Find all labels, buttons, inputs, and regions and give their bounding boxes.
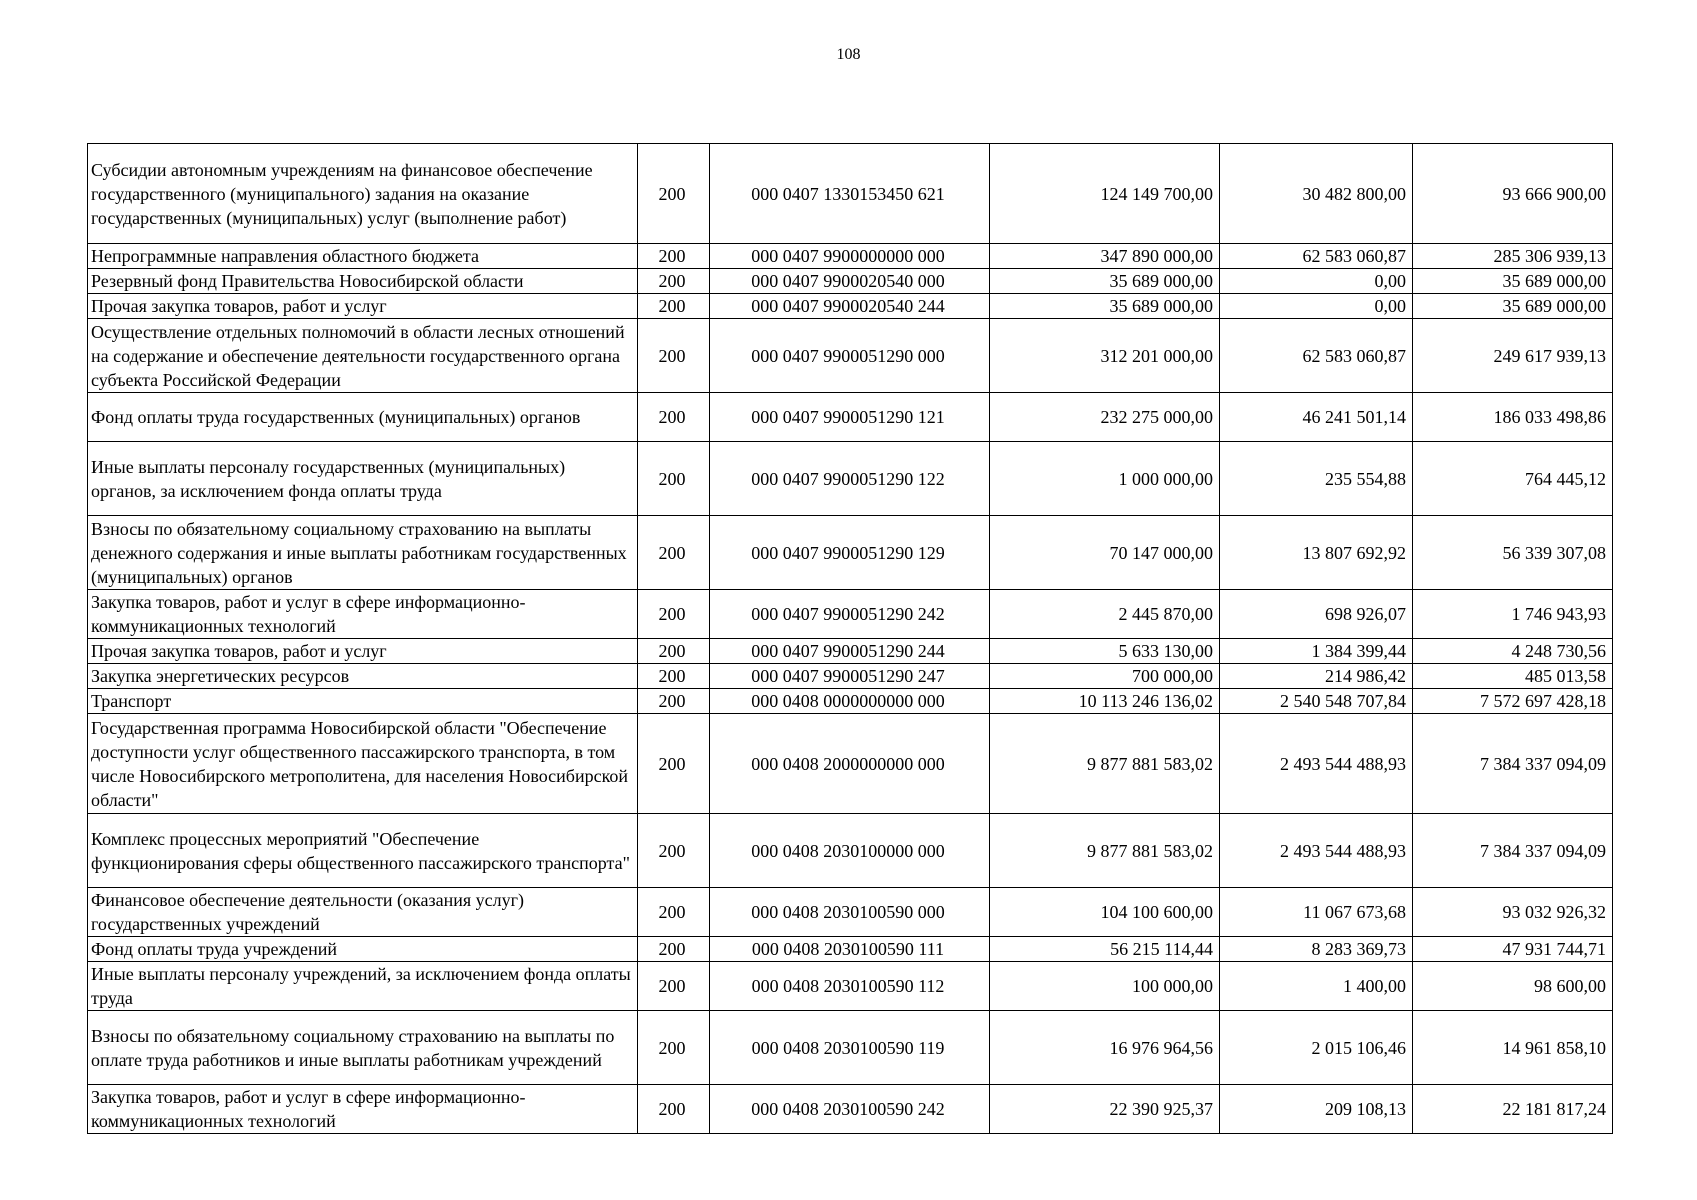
table-row xyxy=(88,937,1613,962)
table-row xyxy=(88,590,1613,639)
row-unexecuted-amount: 98 600,00 xyxy=(1413,962,1613,1011)
row-line-code: 200 xyxy=(638,1011,710,1085)
row-name: Непрограммные направления областного бюджета xyxy=(88,244,638,269)
table-row xyxy=(88,516,1613,590)
table-row xyxy=(88,689,1613,714)
row-name: Прочая закупка товаров, работ и услуг xyxy=(88,294,638,319)
row-budget-classification-code: 000 0407 1330153450 621 xyxy=(710,144,990,244)
row-executed-amount: 62 583 060,87 xyxy=(1220,319,1413,393)
row-line-code: 200 xyxy=(638,689,710,714)
row-budget-classification-code: 000 0407 9900051290 122 xyxy=(710,442,990,516)
row-executed-amount: 30 482 800,00 xyxy=(1220,144,1413,244)
row-unexecuted-amount: 14 961 858,10 xyxy=(1413,1011,1613,1085)
row-unexecuted-amount: 47 931 744,71 xyxy=(1413,937,1613,962)
row-budget-classification-code: 000 0407 9900000000 000 xyxy=(710,244,990,269)
row-name: Резервный фонд Правительства Новосибирской области xyxy=(88,269,638,294)
row-name: Финансовое обеспечение деятельности (оказания услуг) государственных учреждений xyxy=(88,888,638,937)
budget-execution-table xyxy=(87,143,1613,1134)
row-line-code: 200 xyxy=(638,319,710,393)
row-name: Закупка товаров, работ и услуг в сфере информационно-коммуникационных технологий xyxy=(88,1085,638,1134)
row-approved-amount: 35 689 000,00 xyxy=(990,269,1220,294)
row-line-code: 200 xyxy=(638,442,710,516)
row-approved-amount: 22 390 925,37 xyxy=(990,1085,1220,1134)
row-approved-amount: 100 000,00 xyxy=(990,962,1220,1011)
row-executed-amount: 11 067 673,68 xyxy=(1220,888,1413,937)
row-line-code: 200 xyxy=(638,814,710,888)
row-approved-amount: 10 113 246 136,02 xyxy=(990,689,1220,714)
row-unexecuted-amount: 93 666 900,00 xyxy=(1413,144,1613,244)
row-unexecuted-amount: 764 445,12 xyxy=(1413,442,1613,516)
row-approved-amount: 9 877 881 583,02 xyxy=(990,714,1220,814)
row-executed-amount: 2 493 544 488,93 xyxy=(1220,814,1413,888)
row-line-code: 200 xyxy=(638,294,710,319)
page-number: 108 xyxy=(836,46,861,63)
row-approved-amount: 70 147 000,00 xyxy=(990,516,1220,590)
row-unexecuted-amount: 4 248 730,56 xyxy=(1413,639,1613,664)
row-executed-amount: 1 400,00 xyxy=(1220,962,1413,1011)
row-budget-classification-code: 000 0407 9900051290 000 xyxy=(710,319,990,393)
row-approved-amount: 312 201 000,00 xyxy=(990,319,1220,393)
row-unexecuted-amount: 1 746 943,93 xyxy=(1413,590,1613,639)
row-line-code: 200 xyxy=(638,516,710,590)
row-executed-amount: 2 540 548 707,84 xyxy=(1220,689,1413,714)
table-row xyxy=(88,1011,1613,1085)
row-executed-amount: 8 283 369,73 xyxy=(1220,937,1413,962)
row-name: Субсидии автономным учреждениям на финансовое обеспечение государственного (муниципального) задания на оказание государственных (муниципальных) услуг (выполнение работ) xyxy=(88,144,638,244)
row-executed-amount: 698 926,07 xyxy=(1220,590,1413,639)
table-row xyxy=(88,144,1613,244)
row-approved-amount: 2 445 870,00 xyxy=(990,590,1220,639)
row-line-code: 200 xyxy=(638,937,710,962)
row-approved-amount: 104 100 600,00 xyxy=(990,888,1220,937)
table-row xyxy=(88,814,1613,888)
row-budget-classification-code: 000 0408 2000000000 000 xyxy=(710,714,990,814)
row-name: Комплекс процессных мероприятий "Обеспечение функционирования сферы общественного пассажирского транспорта" xyxy=(88,814,638,888)
row-line-code: 200 xyxy=(638,664,710,689)
row-budget-classification-code: 000 0408 2030100590 111 xyxy=(710,937,990,962)
row-name: Взносы по обязательному социальному страхованию на выплаты денежного содержания и иные выплаты работникам государственных (муниципальных) органов xyxy=(88,516,638,590)
row-name: Иные выплаты персоналу государственных (муниципальных) органов, за исключением фонда оплаты труда xyxy=(88,442,638,516)
row-unexecuted-amount: 7 384 337 094,09 xyxy=(1413,714,1613,814)
row-unexecuted-amount: 93 032 926,32 xyxy=(1413,888,1613,937)
row-name: Прочая закупка товаров, работ и услуг xyxy=(88,639,638,664)
row-budget-classification-code: 000 0407 9900020540 244 xyxy=(710,294,990,319)
row-unexecuted-amount: 35 689 000,00 xyxy=(1413,269,1613,294)
row-approved-amount: 16 976 964,56 xyxy=(990,1011,1220,1085)
row-name: Закупка товаров, работ и услуг в сфере информационно-коммуникационных технологий xyxy=(88,590,638,639)
row-name: Закупка энергетических ресурсов xyxy=(88,664,638,689)
row-unexecuted-amount: 186 033 498,86 xyxy=(1413,393,1613,442)
row-line-code: 200 xyxy=(638,590,710,639)
row-budget-classification-code: 000 0408 2030100590 000 xyxy=(710,888,990,937)
row-line-code: 200 xyxy=(638,962,710,1011)
table-row xyxy=(88,714,1613,814)
row-executed-amount: 1 384 399,44 xyxy=(1220,639,1413,664)
row-budget-classification-code: 000 0407 9900051290 242 xyxy=(710,590,990,639)
row-budget-classification-code: 000 0407 9900020540 000 xyxy=(710,269,990,294)
table-row xyxy=(88,393,1613,442)
row-approved-amount: 35 689 000,00 xyxy=(990,294,1220,319)
row-approved-amount: 347 890 000,00 xyxy=(990,244,1220,269)
row-executed-amount: 214 986,42 xyxy=(1220,664,1413,689)
table-row xyxy=(88,319,1613,393)
row-budget-classification-code: 000 0408 2030100590 112 xyxy=(710,962,990,1011)
row-name: Фонд оплаты труда государственных (муниципальных) органов xyxy=(88,393,638,442)
row-executed-amount: 0,00 xyxy=(1220,294,1413,319)
table-row xyxy=(88,269,1613,294)
row-unexecuted-amount: 285 306 939,13 xyxy=(1413,244,1613,269)
row-unexecuted-amount: 7 572 697 428,18 xyxy=(1413,689,1613,714)
row-budget-classification-code: 000 0408 0000000000 000 xyxy=(710,689,990,714)
row-executed-amount: 209 108,13 xyxy=(1220,1085,1413,1134)
row-line-code: 200 xyxy=(638,888,710,937)
table-row xyxy=(88,664,1613,689)
row-unexecuted-amount: 249 617 939,13 xyxy=(1413,319,1613,393)
row-name: Государственная программа Новосибирской области "Обеспечение доступности услуг общественного пассажирского транспорта, в том числе Новосибирского метрополитена, для населения Новосибирской области" xyxy=(88,714,638,814)
row-executed-amount: 62 583 060,87 xyxy=(1220,244,1413,269)
row-executed-amount: 235 554,88 xyxy=(1220,442,1413,516)
row-approved-amount: 5 633 130,00 xyxy=(990,639,1220,664)
row-line-code: 200 xyxy=(638,269,710,294)
row-budget-classification-code: 000 0408 2030100590 119 xyxy=(710,1011,990,1085)
row-approved-amount: 1 000 000,00 xyxy=(990,442,1220,516)
row-name: Транспорт xyxy=(88,689,638,714)
row-executed-amount: 46 241 501,14 xyxy=(1220,393,1413,442)
row-approved-amount: 124 149 700,00 xyxy=(990,144,1220,244)
row-budget-classification-code: 000 0407 9900051290 129 xyxy=(710,516,990,590)
row-line-code: 200 xyxy=(638,1085,710,1134)
row-approved-amount: 700 000,00 xyxy=(990,664,1220,689)
row-name: Иные выплаты персоналу учреждений, за исключением фонда оплаты труда xyxy=(88,962,638,1011)
row-executed-amount: 2 493 544 488,93 xyxy=(1220,714,1413,814)
row-unexecuted-amount: 56 339 307,08 xyxy=(1413,516,1613,590)
row-line-code: 200 xyxy=(638,393,710,442)
table-row xyxy=(88,244,1613,269)
table-row xyxy=(88,1085,1613,1134)
row-executed-amount: 2 015 106,46 xyxy=(1220,1011,1413,1085)
table-row xyxy=(88,442,1613,516)
table-row xyxy=(88,962,1613,1011)
row-executed-amount: 0,00 xyxy=(1220,269,1413,294)
table-row xyxy=(88,639,1613,664)
row-budget-classification-code: 000 0407 9900051290 244 xyxy=(710,639,990,664)
row-unexecuted-amount: 22 181 817,24 xyxy=(1413,1085,1613,1134)
table-row xyxy=(88,888,1613,937)
row-budget-classification-code: 000 0407 9900051290 247 xyxy=(710,664,990,689)
row-executed-amount: 13 807 692,92 xyxy=(1220,516,1413,590)
row-unexecuted-amount: 35 689 000,00 xyxy=(1413,294,1613,319)
row-budget-classification-code: 000 0407 9900051290 121 xyxy=(710,393,990,442)
row-line-code: 200 xyxy=(638,144,710,244)
row-budget-classification-code: 000 0408 2030100000 000 xyxy=(710,814,990,888)
row-unexecuted-amount: 485 013,58 xyxy=(1413,664,1613,689)
row-approved-amount: 9 877 881 583,02 xyxy=(990,814,1220,888)
row-approved-amount: 232 275 000,00 xyxy=(990,393,1220,442)
row-budget-classification-code: 000 0408 2030100590 242 xyxy=(710,1085,990,1134)
row-line-code: 200 xyxy=(638,244,710,269)
row-line-code: 200 xyxy=(638,639,710,664)
row-name: Фонд оплаты труда учреждений xyxy=(88,937,638,962)
row-name: Взносы по обязательному социальному страхованию на выплаты по оплате труда работников и иные выплаты работникам учреждений xyxy=(88,1011,638,1085)
row-line-code: 200 xyxy=(638,714,710,814)
row-name: Осуществление отдельных полномочий в области лесных отношений на содержание и обеспечение деятельности государственного органа субъекта Российской Федерации xyxy=(88,319,638,393)
table-row xyxy=(88,294,1613,319)
row-approved-amount: 56 215 114,44 xyxy=(990,937,1220,962)
row-unexecuted-amount: 7 384 337 094,09 xyxy=(1413,814,1613,888)
